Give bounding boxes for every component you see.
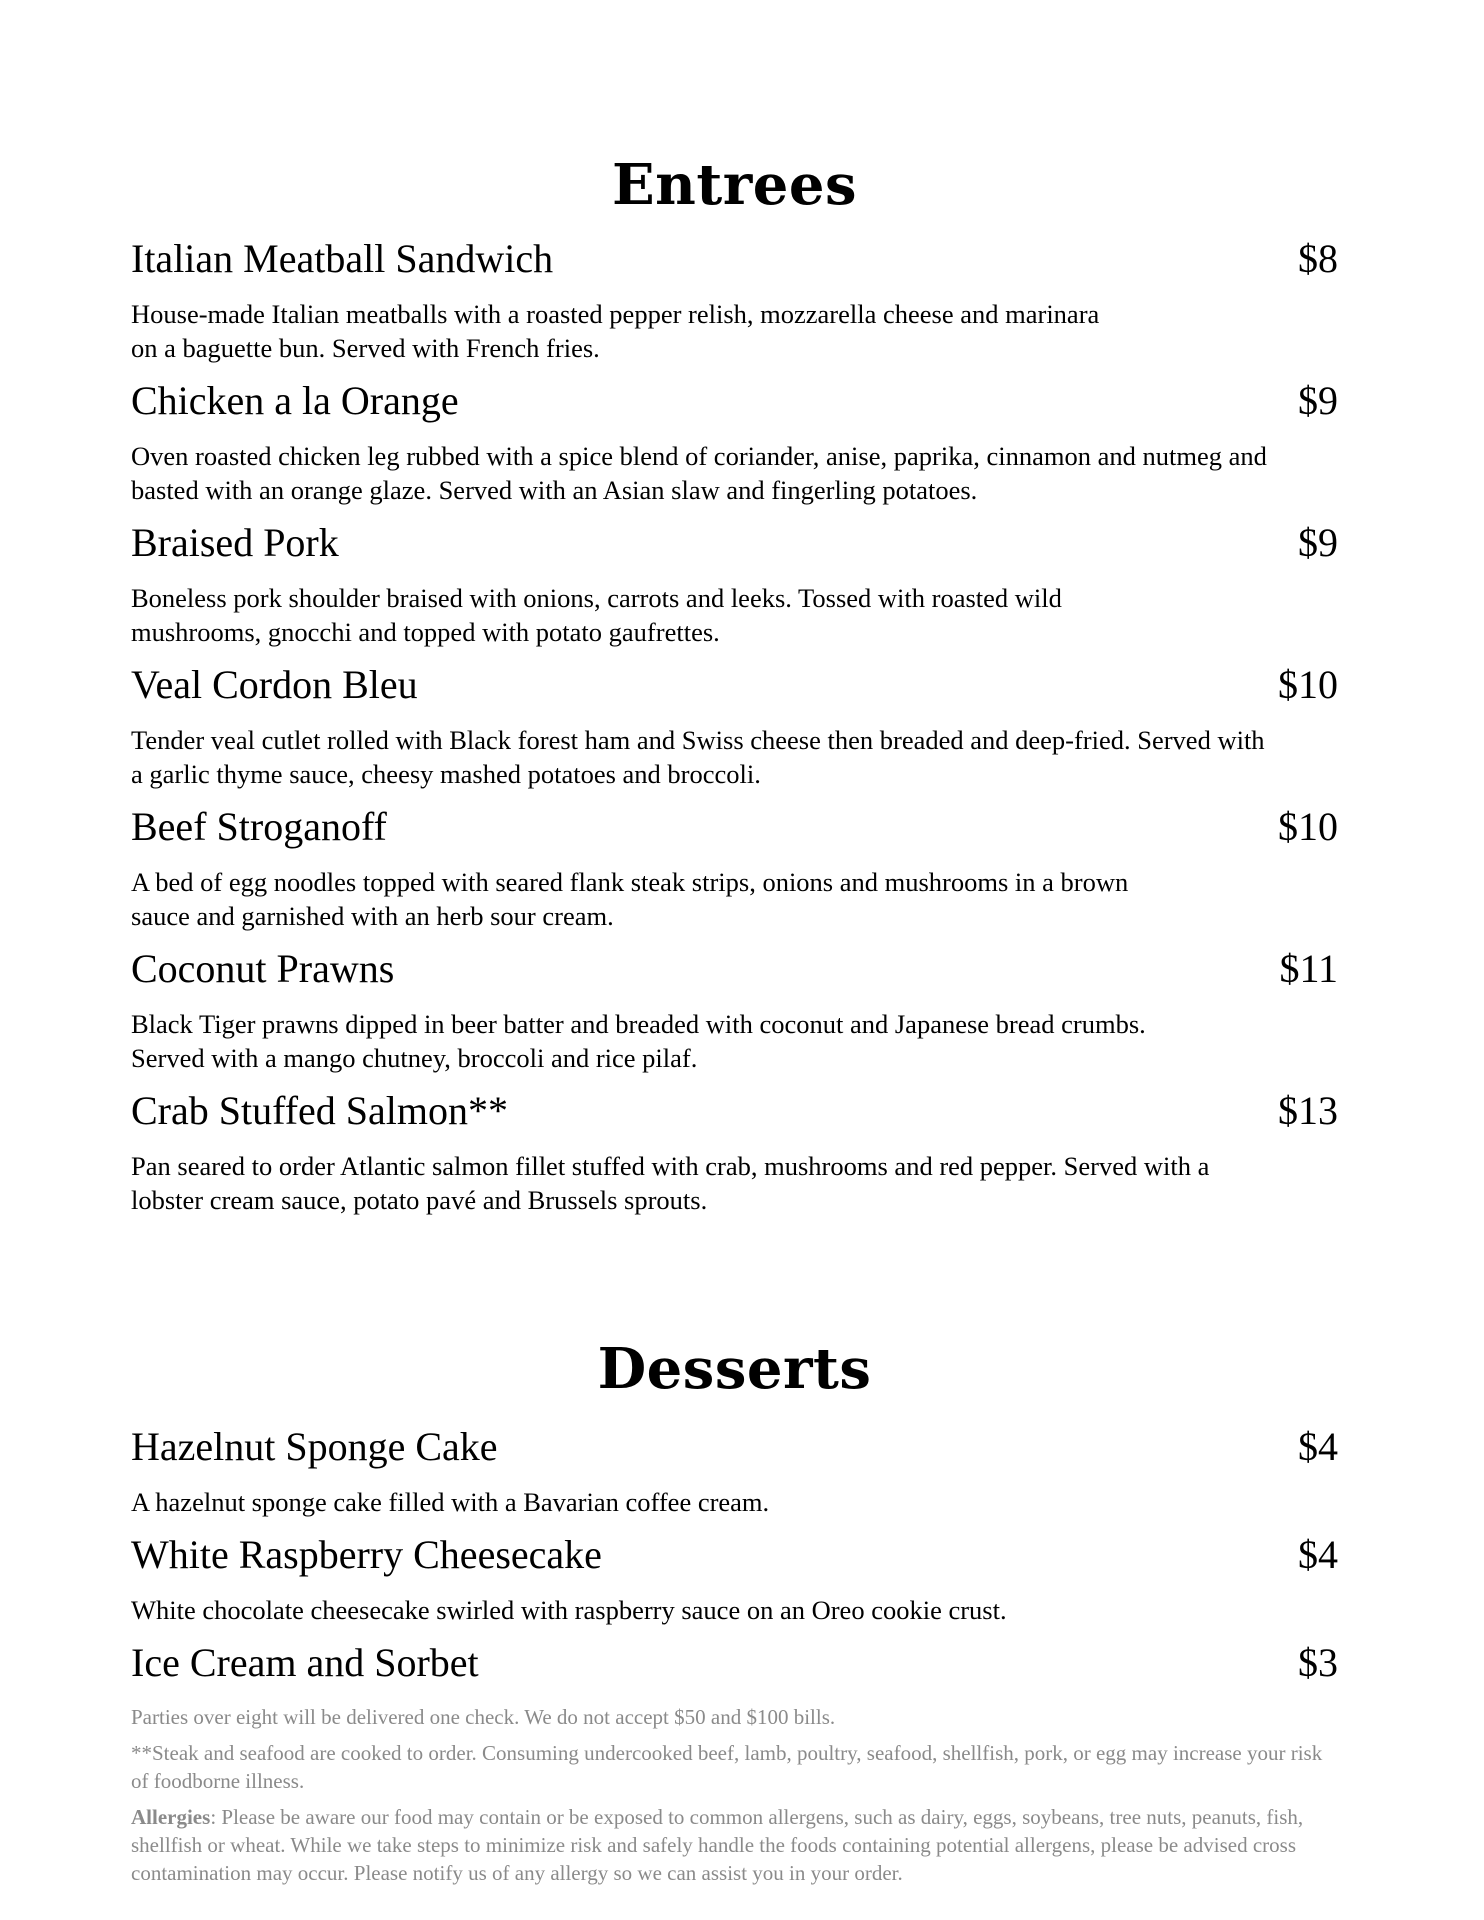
item-name: Hazelnut Sponge Cake	[131, 1424, 498, 1469]
menu-page	[131, 0, 1338, 1895]
item-price: $9	[1298, 520, 1338, 565]
menu-item	[131, 659, 1338, 791]
menu-item	[131, 1637, 1338, 1689]
menu-item	[131, 1085, 1338, 1217]
item-price: $4	[1298, 1424, 1338, 1469]
desserts-heading: Desserts	[597, 1336, 872, 1402]
item-name: Coconut Prawns	[131, 946, 395, 991]
item-price: $8	[1298, 236, 1338, 281]
item-price: $9	[1298, 378, 1338, 423]
entrees-list	[131, 233, 1338, 1217]
item-description: Black Tiger prawns dipped in beer batter and breaded with coconut and Japanese bread crumbs. Served with a mango chutney, broccoli and rice pilaf.	[131, 1009, 1146, 1073]
item-name: Beef Stroganoff	[131, 804, 387, 849]
allergies-text: : Please be aware our food may contain or be exposed to common allergens, such as dairy, eggs, soybeans, tree nuts, peanuts, fish, shellfish or wheat. While we take steps to minimize risk and safely handle the foods containing potential allergens, please be advised cross contamination may occur. Please notify us of any allergy so we can assist you in your order.	[131, 1805, 1304, 1885]
allergies-label: Allergies	[131, 1805, 211, 1829]
parties-note: Parties over eight will be delivered one check. We do not accept $50 and $100 bills.	[131, 1705, 836, 1729]
desserts-list	[131, 1421, 1338, 1689]
item-name: Italian Meatball Sandwich	[131, 236, 554, 281]
menu-item	[131, 943, 1338, 1075]
menu-item	[131, 801, 1338, 933]
menu-item	[131, 1529, 1338, 1627]
item-description: White chocolate cheesecake swirled with raspberry sauce on an Oreo cookie crust.	[131, 1595, 1007, 1625]
item-description: Boneless pork shoulder braised with onions, carrots and leeks. Tossed with roasted wild mushrooms, gnocchi and topped with potato gaufrettes.	[131, 583, 1062, 647]
item-price: $13	[1278, 1088, 1338, 1133]
menu-item	[131, 1421, 1338, 1519]
menu-item	[131, 517, 1338, 649]
menu-notes	[131, 1703, 1338, 1887]
item-description: Pan seared to order Atlantic salmon fillet stuffed with crab, mushrooms and red pepper. Served with a lobster cream sauce, potato pavé and Brussels sprouts.	[131, 1151, 1210, 1215]
menu-item	[131, 233, 1338, 365]
menu-item	[131, 375, 1338, 507]
item-price: $3	[1298, 1640, 1338, 1685]
item-description: A bed of egg noodles topped with seared flank steak strips, onions and mushrooms in a brown sauce and garnished with an herb sour cream.	[131, 867, 1129, 931]
item-description: Oven roasted chicken leg rubbed with a spice blend of coriander, anise, paprika, cinnamon and nutmeg and basted with an orange glaze. Served with an Asian slaw and fingerling potatoes.	[131, 441, 1267, 505]
item-name: Crab Stuffed Salmon**	[131, 1088, 509, 1133]
item-description: A hazelnut sponge cake filled with a Bavarian coffee cream.	[131, 1487, 770, 1517]
entrees-heading: Entrees	[611, 152, 858, 218]
item-name: Braised Pork	[131, 520, 339, 565]
item-name: Veal Cordon Bleu	[131, 662, 418, 707]
item-name: Ice Cream and Sorbet	[131, 1640, 479, 1685]
item-price: $4	[1298, 1532, 1338, 1577]
allergies-note	[131, 1803, 1338, 1887]
item-price: $10	[1278, 804, 1338, 849]
item-price: $11	[1279, 946, 1338, 991]
item-description: House-made Italian meatballs with a roasted pepper relish, mozzarella cheese and marinara on a baguette bun. Served with French fries.	[131, 299, 1100, 363]
item-name: White Raspberry Cheesecake	[131, 1532, 602, 1577]
item-name: Chicken a la Orange	[131, 378, 459, 423]
cooked-to-order-note: **Steak and seafood are cooked to order. Consuming undercooked beef, lamb, poultry, seafood, shellfish, pork, or egg may increase your risk of foodborne illness.	[131, 1741, 1323, 1793]
item-description: Tender veal cutlet rolled with Black forest ham and Swiss cheese then breaded and deep-fried. Served with a garlic thyme sauce, cheesy mashed potatoes and broccoli.	[131, 725, 1265, 789]
item-price: $10	[1278, 662, 1338, 707]
